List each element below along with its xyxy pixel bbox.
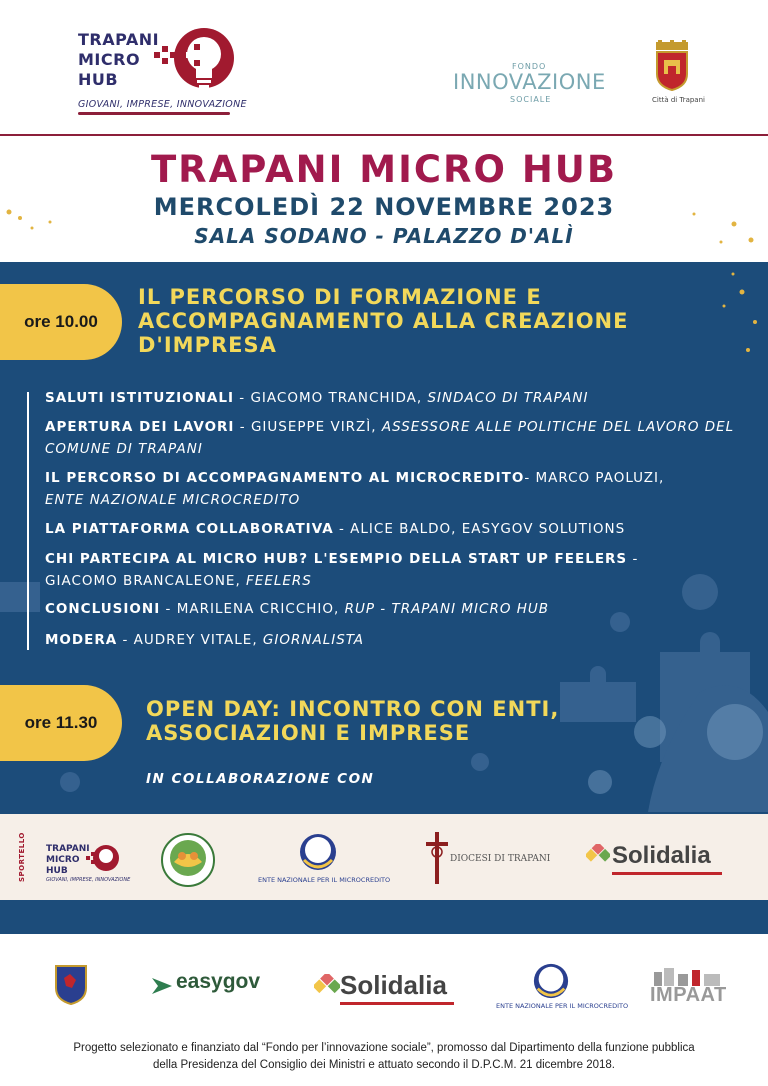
solidalia-mark-icon: [586, 844, 610, 868]
collaboration-label: IN COLLABORAZIONE CON: [146, 771, 375, 787]
footer-line2: della Presidenza del Consiglio dei Ministri e attuato secondo il D.P.C.M. 21 dicembre 2018.: [153, 1059, 615, 1071]
partner-diocesi-label: DIOCESI DI TRAPANI: [450, 854, 551, 864]
agenda-item-label: SALUTI ISTITUZIONALI: [45, 390, 234, 406]
header-divider: [0, 134, 768, 136]
tmh-logo-underline: [78, 112, 230, 115]
agenda-item-sep: -: [333, 521, 351, 537]
tmh-logo-tagline: GIOVANI, IMPRESE, INNOVAZIONE: [78, 99, 247, 110]
agenda-item-speaker: AUDREY VITALE,: [133, 632, 263, 648]
city-crest-icon: [654, 40, 690, 92]
agenda-item-role: SINDACO DI TRAPANI: [427, 390, 589, 406]
partner-solidalia-label: Solidalia: [612, 842, 711, 869]
agenda-item-sep: -: [160, 601, 177, 617]
agenda-item-sep: -: [234, 419, 251, 435]
event-date: MERCOLEDÌ 22 NOVEMBRE 2023: [153, 193, 615, 221]
agenda-item-label: IL PERCORSO DI ACCOMPAGNAMENTO AL MICROCREDITO: [45, 470, 525, 486]
association-logo-icon: [160, 832, 216, 888]
easygov-arrow-icon: [150, 976, 176, 996]
partner-tmh-tagline: GIOVANI, IMPRESE, INNOVAZIONE: [46, 877, 131, 883]
agenda-item-role: ENTE NAZIONALE MICROCREDITO: [45, 492, 301, 508]
partner-lightbulb-icon: [84, 842, 120, 878]
agenda-item-role: FEELERS: [246, 573, 312, 589]
tmh-logo-line3: HUB: [78, 70, 119, 89]
sponsor-solidalia-underline: [340, 1002, 454, 1005]
agenda-item: [45, 548, 745, 592]
agenda-item: [45, 387, 745, 409]
partner-tmh-line2: MICRO: [46, 855, 80, 865]
impaat-buildings-icon: [650, 966, 726, 986]
fondo-logo-top: FONDO: [512, 62, 547, 71]
agenda-item-label: CONCLUSIONI: [45, 601, 161, 617]
microcredito-logo-icon: [298, 832, 338, 872]
agenda-item: [45, 518, 745, 540]
agenda-vertical-rule: [27, 392, 29, 650]
sponsor-solidalia-mark-icon: [314, 974, 340, 1000]
session1-time-pill: ore 10.00: [0, 284, 122, 360]
cross-icon: [424, 830, 450, 886]
agenda-item-speaker: GIACOMO BRANCALEONE,: [45, 573, 247, 589]
agenda-item: [45, 416, 745, 460]
agenda-item-speaker: GIACOMO TRANCHIDA,: [250, 390, 428, 406]
fondo-logo-bottom: SOCIALE: [510, 95, 552, 104]
agenda-item-label: APERTURA DEI LAVORI: [45, 419, 235, 435]
partners-strip: [0, 814, 768, 900]
event-venue: SALA SODANO - PALAZZO D'ALÌ: [194, 224, 574, 248]
agenda-item: [45, 598, 745, 620]
sponsor-solidalia-label: Solidalia: [340, 970, 447, 1000]
agenda-item-sep: -: [117, 632, 134, 648]
partner-microcredito-label: ENTE NAZIONALE PER IL MICROCREDITO: [258, 876, 391, 884]
agenda-item-sep: -: [234, 390, 251, 406]
partner-solidalia-underline: [612, 872, 722, 875]
shield-icon: [54, 964, 88, 1006]
partner-tmh-line3: HUB: [46, 866, 68, 876]
agenda-item-speaker: ALICE BALDO, EASYGOV SOLUTIONS: [350, 521, 626, 537]
agenda-item-speaker: MARILENA CRICCHIO,: [176, 601, 345, 617]
navy-band: [0, 900, 768, 934]
footer-line1: Progetto selezionato e finanziato dal “Fondo per l’innovazione sociale”, promosso dal Dipartimento della funzione pubblica: [73, 1042, 695, 1054]
agenda-item-speaker: GIUSEPPE VIRZÌ,: [250, 419, 382, 435]
agenda-item-sep: -: [524, 470, 536, 486]
sponsors-row: [0, 934, 768, 1034]
session2-title: OPEN DAY: INCONTRO CON ENTI, ASSOCIAZIONI E IMPRESE: [146, 697, 560, 745]
agenda-item-role: RUP - TRAPANI MICRO HUB: [344, 601, 550, 617]
sponsor-easygov-label: easygov: [176, 970, 261, 993]
sponsor-impaat-label: IMPAAT: [650, 984, 727, 1006]
lightbulb-icon: [150, 24, 240, 100]
footer-note: [40, 1040, 728, 1074]
crest-label: Città di Trapani: [652, 96, 705, 104]
agenda-item-speaker: MARCO PAOLUZI,: [535, 470, 665, 486]
fondo-logo-main: INNOVAZIONE: [453, 70, 606, 94]
agenda-item: [45, 629, 745, 651]
event-title: TRAPANI MICRO HUB: [150, 148, 618, 191]
agenda-item-role: GIORNALISTA: [262, 632, 365, 648]
sportello-label-box: [18, 832, 30, 882]
tmh-logo-text: [78, 30, 159, 90]
agenda-item-role: ASSESSORE ALLE POLITICHE DEL LAVORO DEL COMUNE DI TRAPANI: [45, 419, 735, 457]
sponsor-microcredito-icon: [532, 962, 570, 1000]
session1-title: IL PERCORSO DI FORMAZIONE E ACCOMPAGNAMENTO ALLA CREAZIONE D'IMPRESA: [138, 285, 629, 357]
tmh-logo-line1: TRAPANI: [78, 30, 160, 49]
agenda-item-label: CHI PARTECIPA AL MICRO HUB? L'ESEMPIO DELLA START UP FEELERS: [45, 551, 628, 567]
sportello-label: SPORTELLO: [18, 832, 26, 882]
agenda-item: [45, 467, 745, 511]
agenda-item-label: LA PIATTAFORMA COLLABORATIVA: [45, 521, 334, 537]
partner-tmh-line1: TRAPANI: [46, 844, 90, 854]
agenda-item-sep: -: [627, 551, 639, 567]
sponsor-microcredito-label: ENTE NAZIONALE PER IL MICROCREDITO: [496, 1002, 629, 1010]
tmh-logo-line2: MICRO: [78, 50, 141, 69]
agenda-item-label: MODERA: [45, 632, 118, 648]
session2-time-pill: ore 11.30: [0, 685, 122, 761]
